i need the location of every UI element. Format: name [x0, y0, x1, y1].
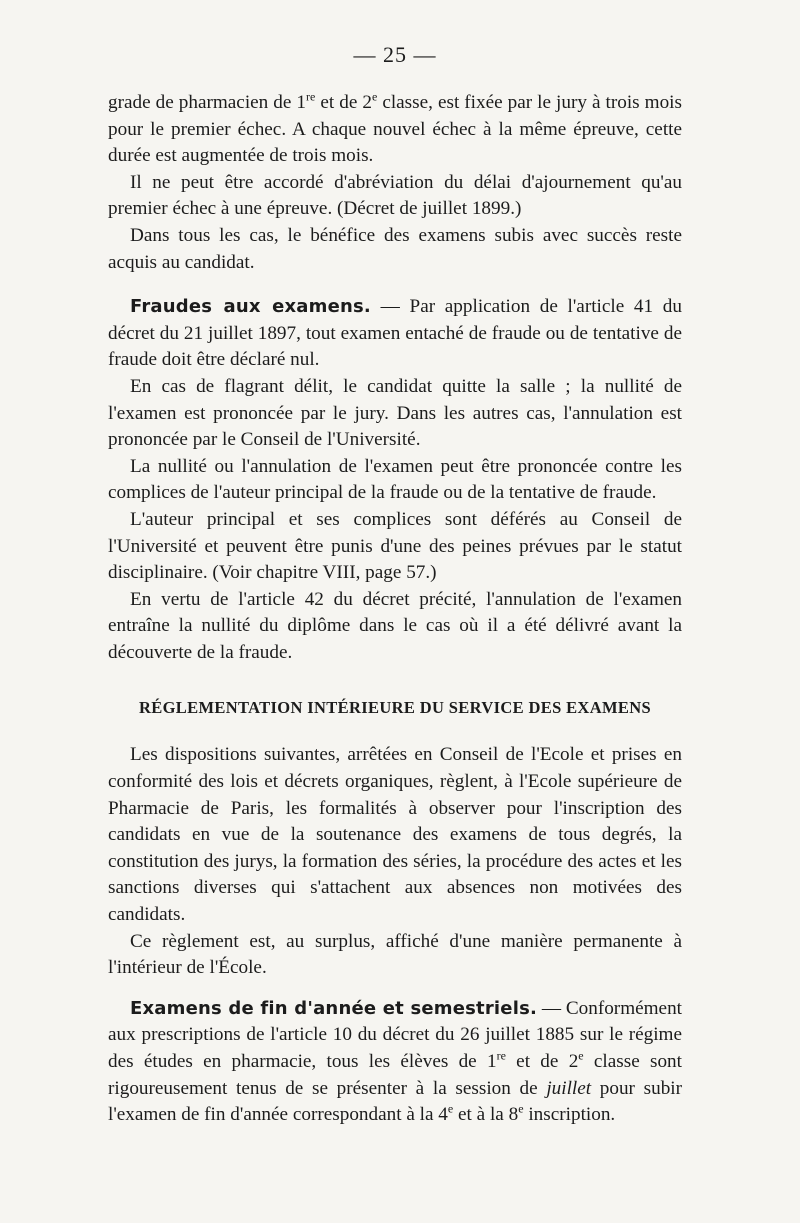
paragraph-fraudes-lead: Fraudes aux examens. — Par application de l'article 41 du décret du 21 juillet 1897, tout examen entaché de fraude ou de tentative de fraude doit être déclaré nul.: [108, 296, 682, 371]
paragraph-complices: La nullité ou l'annulation de l'examen peut être prononcée contre les complices de l'auteur principal de la fraude ou de la tentative de fraude.: [108, 455, 682, 504]
paragraph-abreviation-delai: Il ne peut être accordé d'abréviation du délai d'ajournement qu'au premier échec à une épreuve. (Décret de juillet 1899.): [108, 171, 682, 220]
paragraph-nullite-diplome: En vertu de l'article 42 du décret précité, l'annulation de l'examen entraîne la nullité du diplôme dans le cas où il a été délivré avant la découverte de la fraude.: [108, 588, 682, 663]
section-title-examens-fin: Examens de fin d'année et semestriels.: [130, 997, 538, 1019]
section-title-fraudes: Fraudes aux examens.: [130, 296, 371, 318]
paragraph-conseil-universite: L'auteur principal et ses complices sont déférés au Conseil de l'Université et peuvent être punis d'une des peines prévues par le statut disciplinaire. (Voir chapitre VIII, page 57.): [108, 508, 682, 584]
paragraph-examens-fin-annee: Examens de fin d'année et semestriels. — Conformément aux prescriptions de l'article 10 du décret du 26 juillet 1885 sur le régime des études en pharmacie, tous les élèves de 1re et de 2e classe sont rigoureusement tenus de se présenter à la session de juillet pour subir l'examen de fin d'année correspondant à la 4e et à la 8e inscription.: [108, 997, 683, 1126]
paragraph-flagrant-delit: En cas de flagrant délit, le candidat quitte la salle ; la nullité de l'examen est prononcée par le jury. Dans les autres cas, l'annulation est prononcée par le Conseil de l'Université.: [108, 375, 682, 451]
paragraph-ajournement-duree: grade de pharmacien de 1re et de 2e classe, est fixée par le jury à trois mois pour le premier échec. A chaque nouvel échec à la même épreuve, cette durée est augmentée de trois mois.: [108, 89, 682, 167]
paragraph-benefice-examens: Dans tous les cas, le bénéfice des examens subis avec succès reste acquis au candidat.: [108, 224, 682, 273]
intro-paragraphs: [108, 90, 682, 276]
paragraph-dispositions: Les dispositions suivantes, arrêtées en Conseil de l'Ecole et prises en conformité des lois et décrets organiques, règlent, à l'Ecole supérieure de Pharmacie de Paris, les formalités à observer pour l'inscription des candidats en vue de la soutenance des examens de tous degrés, la constitution des jurys, la formation des séries, la procédure des actes et les sanctions diverses qui s'attachent aux absences non motivées des candidats.: [108, 744, 682, 926]
section-reglementation: [108, 742, 682, 981]
section-examens-fin-annee: [108, 996, 682, 1129]
page-number: — 25 —: [353, 42, 437, 67]
paragraph-reglement-affiche: Ce règlement est, au surplus, affiché d'une manière permanente à l'intérieur de l'École.: [108, 930, 682, 979]
section-heading-reglementation: RÉGLEMENTATION INTÉRIEURE DU SERVICE DES EXAMENS: [138, 698, 652, 718]
section-fraudes: [108, 294, 682, 666]
